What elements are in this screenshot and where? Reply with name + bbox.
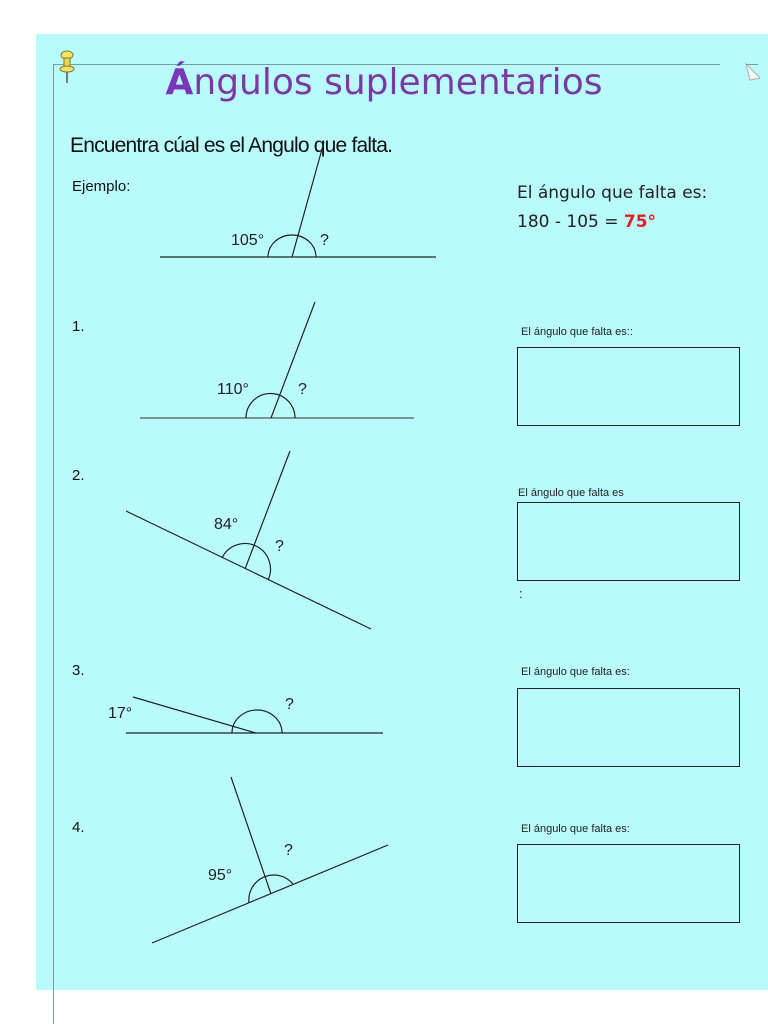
problem-1-prompt: El ángulo que falta es:: [521, 326, 633, 338]
example-answer-intro: El ángulo que falta es: [517, 183, 708, 203]
problem-1-figure [140, 302, 414, 418]
problem-4-angle-label: 95° [208, 867, 233, 884]
problem-3-angle-label: 17° [108, 705, 133, 722]
example-label: Ejemplo: [72, 178, 131, 195]
problem-2-number: 2. [72, 467, 85, 484]
instructions-text: Encuentra cúal es el Angulo que falta. [70, 134, 393, 157]
problem-2-trailing-mark: : [519, 586, 523, 601]
example-angle-label: 105° [231, 232, 265, 249]
problem-2-angle-label: 84° [214, 516, 239, 533]
page-title: Ángulos suplementarios [165, 62, 603, 103]
problem-4-unknown-label: ? [284, 842, 293, 859]
problem-3-figure [108, 696, 383, 733]
problem-3-number: 3. [72, 662, 85, 679]
example-unknown-label: ? [320, 232, 329, 249]
problem-1-angle-label: 110° [217, 381, 249, 398]
problem-2-unknown-label: ? [275, 538, 284, 555]
example-result: 75° [623, 212, 657, 232]
problem-2-prompt: El ángulo que falta es [518, 487, 624, 499]
problem-1-number: 1. [72, 318, 85, 335]
problem-4-number: 4. [72, 819, 85, 836]
problem-2-figure [126, 451, 371, 629]
problem-4-figure [152, 777, 388, 943]
problem-4-prompt: El ángulo que falta es: [521, 823, 630, 835]
example-figure [160, 142, 436, 257]
problem-3-prompt: El ángulo que falta es: [521, 666, 630, 678]
problem-3-unknown-label: ? [285, 696, 294, 713]
problem-1-unknown-label: ? [298, 381, 307, 398]
example-calc-text: 180 - 105 = [517, 212, 624, 232]
